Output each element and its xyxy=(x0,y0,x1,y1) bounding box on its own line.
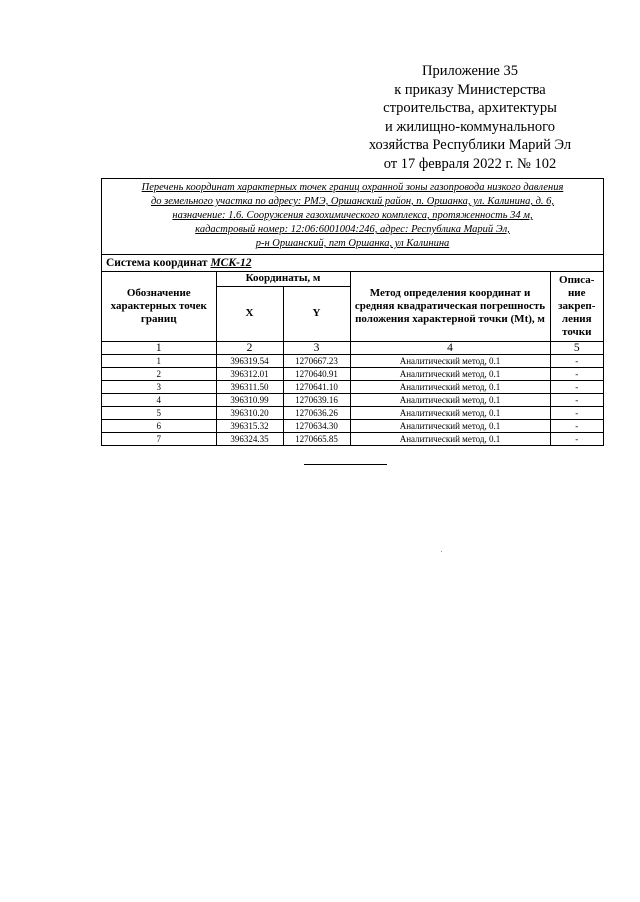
method-cell: Аналитический метод, 0.1 xyxy=(350,354,550,367)
appendix-line: к приказу Министерства xyxy=(394,81,546,98)
y-coordinate: 1270640.91 xyxy=(283,367,350,380)
table-heading-line: назначение: 1.6. Сооружения газохимического комплекса, протяженность 34 м, xyxy=(172,210,533,221)
appendix-line: и жилищно-коммунального xyxy=(384,118,556,135)
description-cell: - xyxy=(550,367,603,380)
method-cell: Аналитический метод, 0.1 xyxy=(350,406,550,419)
column-number: 5 xyxy=(550,341,603,354)
description-cell: - xyxy=(550,406,603,419)
description-cell: - xyxy=(550,380,603,393)
column-number: 2 xyxy=(216,341,283,354)
column-number: 4 xyxy=(350,341,550,354)
x-coordinate: 396310.20 xyxy=(216,406,283,419)
point-id: 7 xyxy=(102,432,216,445)
table-row xyxy=(102,406,603,419)
coordinates-table-frame xyxy=(101,178,604,446)
table-row xyxy=(102,393,603,406)
x-coordinate: 396319.54 xyxy=(216,354,283,367)
table-row xyxy=(102,432,603,445)
x-coordinate: 396311.50 xyxy=(216,380,283,393)
column-number: 3 xyxy=(283,341,350,354)
table-heading-line: кадастровый номер: 12:06:6001004:246, адрес: Республика Марий Эл, xyxy=(195,224,510,235)
method-cell: Аналитический метод, 0.1 xyxy=(350,419,550,432)
scan-speck xyxy=(441,551,442,552)
point-id: 6 xyxy=(102,419,216,432)
table-heading xyxy=(102,179,603,255)
point-id: 1 xyxy=(102,354,216,367)
column-number: 1 xyxy=(102,341,216,354)
method-cell: Аналитический метод, 0.1 xyxy=(350,393,550,406)
column-header-coordinates: Координаты, м xyxy=(216,272,350,286)
y-coordinate: 1270665.85 xyxy=(283,432,350,445)
point-id: 4 xyxy=(102,393,216,406)
point-id: 5 xyxy=(102,406,216,419)
coordinates-table xyxy=(102,272,603,445)
y-coordinate: 1270667.23 xyxy=(283,354,350,367)
method-cell: Аналитический метод, 0.1 xyxy=(350,367,550,380)
column-number-row xyxy=(102,341,603,354)
method-cell: Аналитический метод, 0.1 xyxy=(350,432,550,445)
description-cell: - xyxy=(550,354,603,367)
column-header-designation: Обозначение характерных точек границ xyxy=(102,272,216,341)
table-heading-line: до земельного участка по адресу: РМЭ, Оршанский район, п. Оршанка, ул. Калинина, д. 6, xyxy=(150,196,555,207)
description-cell: - xyxy=(550,432,603,445)
appendix-line: Приложение 35 xyxy=(422,63,518,79)
coordinate-system-row xyxy=(102,255,603,272)
coordinate-system-label: Система координат xyxy=(106,257,208,269)
appendix-header xyxy=(360,62,580,173)
description-cell: - xyxy=(550,393,603,406)
y-coordinate: 1270636.26 xyxy=(283,406,350,419)
y-coordinate: 1270639.16 xyxy=(283,393,350,406)
point-id: 3 xyxy=(102,380,216,393)
method-cell: Аналитический метод, 0.1 xyxy=(350,380,550,393)
column-header-y: Y xyxy=(283,286,350,341)
closing-divider xyxy=(304,464,387,465)
y-coordinate: 1270634.30 xyxy=(283,419,350,432)
coordinate-system-value: МСК-12 xyxy=(210,257,252,269)
x-coordinate: 396310.99 xyxy=(216,393,283,406)
point-id: 2 xyxy=(102,367,216,380)
table-row xyxy=(102,367,603,380)
table-row xyxy=(102,380,603,393)
table-heading-line: Перечень координат характерных точек границ охранной зоны газопровода низкого давления xyxy=(141,182,564,193)
appendix-line: хозяйства Республики Марий Эл xyxy=(368,137,572,153)
description-cell: - xyxy=(550,419,603,432)
table-row xyxy=(102,354,603,367)
table-row xyxy=(102,419,603,432)
x-coordinate: 396312.01 xyxy=(216,367,283,380)
column-header-description: Описа-ние закреп-ления точки xyxy=(550,272,603,341)
x-coordinate: 396315.32 xyxy=(216,419,283,432)
appendix-line: строительства, архитектуры xyxy=(383,100,557,116)
column-header-x: X xyxy=(216,286,283,341)
column-header-method: Метод определения координат и средняя квадратическая погрешность положения характерной точки (Mt), м xyxy=(350,272,550,341)
x-coordinate: 396324.35 xyxy=(216,432,283,445)
y-coordinate: 1270641.10 xyxy=(283,380,350,393)
table-heading-line: р-н Оршанский, пгт Оршанка, ул Калинина xyxy=(255,238,450,249)
appendix-line: от 17 февраля 2022 г. № 102 xyxy=(383,155,557,172)
